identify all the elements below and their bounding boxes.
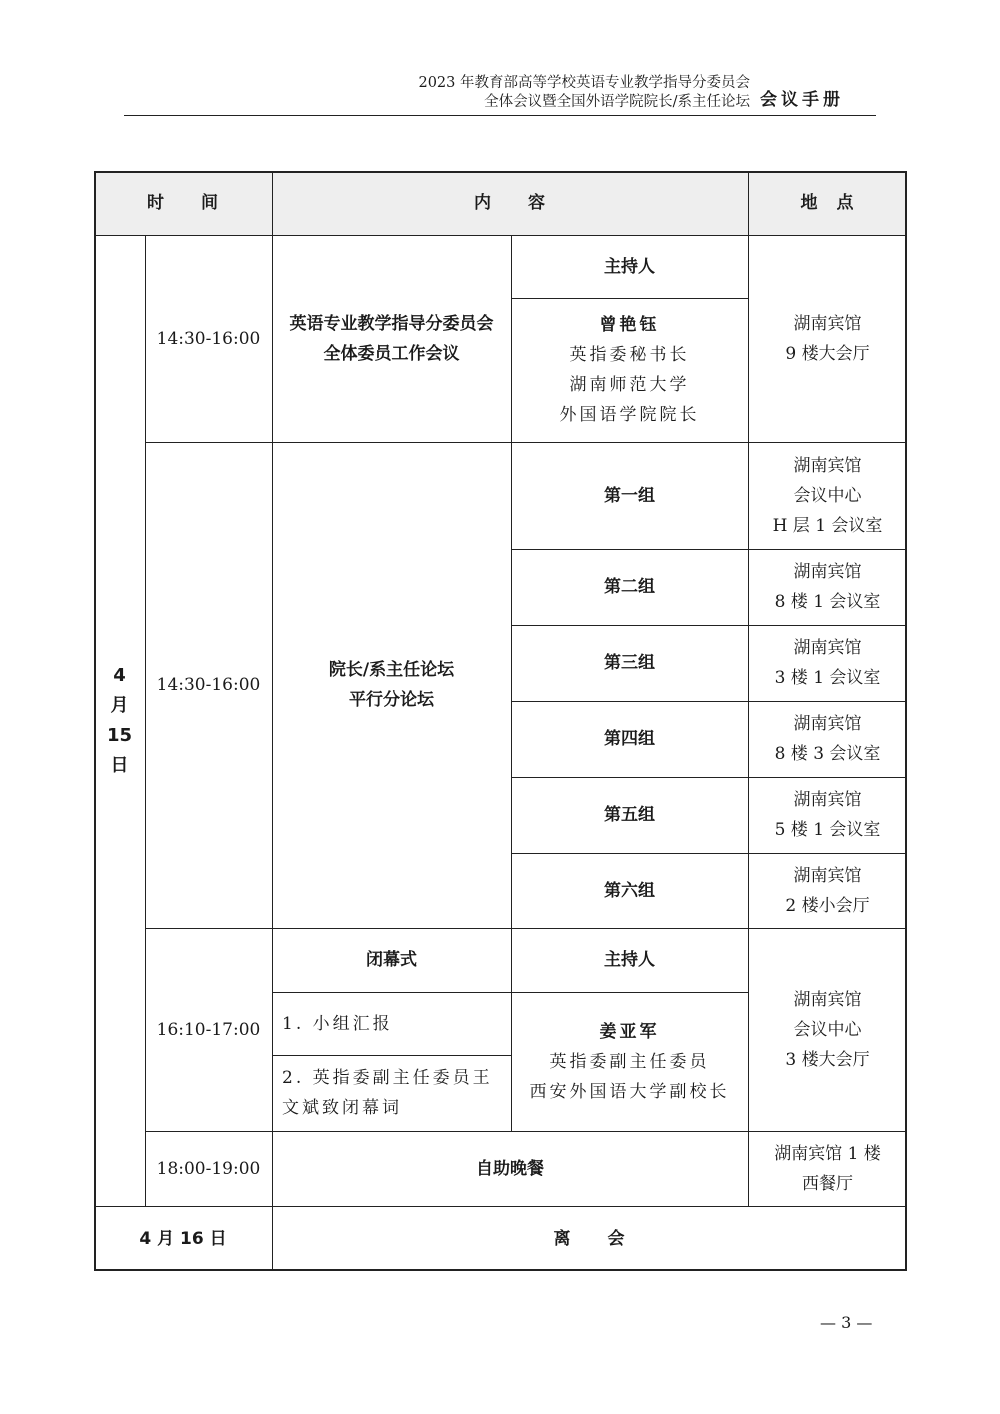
departure-content: 离 会 xyxy=(553,1228,626,1249)
row-divider xyxy=(94,235,907,236)
row-divider xyxy=(145,442,907,443)
session-4-title: 自助晚餐 xyxy=(476,1158,544,1179)
column-divider xyxy=(272,171,273,1271)
session-2-title: 院长/系主任论坛 平行分论坛 xyxy=(328,660,455,710)
column-divider xyxy=(511,928,512,1131)
column-divider xyxy=(511,235,512,928)
row-divider xyxy=(511,701,907,702)
table-border xyxy=(94,171,907,1271)
page-header xyxy=(124,74,876,116)
group-4-name: 第四组 xyxy=(604,729,655,749)
group-5-name: 第五组 xyxy=(604,805,655,825)
group-1-place: 湖南宾馆 会议中心 H 层 1 会议室 xyxy=(772,455,883,536)
column-divider xyxy=(748,171,749,1206)
session-1-host-name: 曾艳钰 xyxy=(599,315,660,335)
row-divider xyxy=(511,853,907,854)
row-divider xyxy=(145,928,907,929)
group-2-place: 湖南宾馆 8 楼 1 会议室 xyxy=(774,562,881,612)
row-divider xyxy=(511,777,907,778)
session-1-time: 14:30-16:00 xyxy=(156,328,261,349)
session-2-time: 14:30-16:00 xyxy=(156,675,261,695)
group-5-place: 湖南宾馆 5 楼 1 会议室 xyxy=(774,790,881,840)
row-divider xyxy=(511,549,907,550)
group-1-name: 第一组 xyxy=(604,485,655,506)
closing-item-2: 2. 英指委副主任委员王 文斌致闭幕词 xyxy=(282,1068,493,1118)
session-4-place: 湖南宾馆 1 楼 西餐厅 xyxy=(774,1143,881,1194)
header-rule xyxy=(124,115,876,116)
row-divider xyxy=(511,625,907,626)
session-3-time: 16:10-17:00 xyxy=(156,1019,261,1040)
session-3-place: 湖南宾馆 会议中心 3 楼大会厅 xyxy=(785,989,870,1070)
group-3-place: 湖南宾馆 3 楼 1 会议室 xyxy=(774,638,881,688)
session-3-host-label: 主持人 xyxy=(604,950,655,970)
session-1-host: 曾艳钰 英指委秘书长 湖南师范大学 外国语学院院长 xyxy=(511,298,748,442)
header-line-1: 2023 年教育部高等学校英语专业教学指导分委员会 xyxy=(418,75,750,91)
column-header-content: 内 容 xyxy=(272,171,748,235)
row-divider xyxy=(94,1206,907,1207)
session-1-place: 湖南宾馆 9 楼大会厅 xyxy=(785,313,870,364)
session-3-title: 闭幕式 xyxy=(366,950,417,970)
session-3-host: 姜亚军 英指委副主任委员 西安外国语大学副校长 xyxy=(511,992,748,1131)
group-3-name: 第三组 xyxy=(604,653,655,673)
row-divider xyxy=(145,1131,907,1132)
header-line-2: 全体会议暨全国外语学院院长/系主任论坛 xyxy=(484,94,750,110)
date-april-15: 4 月 15 日 xyxy=(106,664,133,776)
closing-item-1: 1. 小组汇报 xyxy=(282,1013,393,1034)
date-april-16: 4 月 16 日 xyxy=(139,1228,227,1249)
column-header-place: 地 点 xyxy=(748,171,907,235)
header-conference-name xyxy=(124,74,750,112)
session-4-time: 18:00-19:00 xyxy=(156,1158,261,1179)
page-number: — 3 — xyxy=(820,1313,873,1332)
column-header-time: 时 间 xyxy=(94,171,272,235)
column-divider xyxy=(145,235,146,1206)
row-divider xyxy=(272,1055,511,1056)
row-divider xyxy=(511,298,748,299)
session-1-title: 英语专业教学指导分委员会 全体委员工作会议 xyxy=(289,313,494,364)
group-2-name: 第二组 xyxy=(604,577,655,597)
session-3-host-name: 姜亚军 xyxy=(599,1021,660,1042)
group-6-name: 第六组 xyxy=(604,880,655,901)
session-1-host-label: 主持人 xyxy=(604,256,655,277)
group-6-place: 湖南宾馆 2 楼小会厅 xyxy=(785,865,870,916)
header-title: 会议手册 xyxy=(760,90,844,110)
group-4-place: 湖南宾馆 8 楼 3 会议室 xyxy=(774,714,881,764)
row-divider xyxy=(272,992,748,993)
